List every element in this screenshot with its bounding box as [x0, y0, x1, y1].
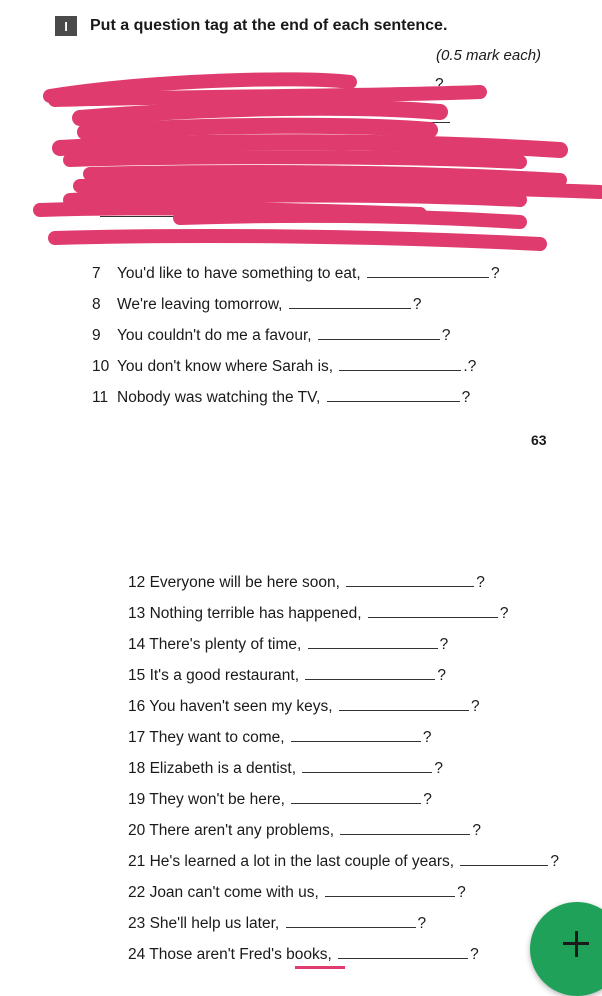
- question-9: [92, 325, 451, 346]
- answer-blank[interactable]: [327, 387, 460, 402]
- answer-blank[interactable]: [325, 882, 455, 897]
- question-number: 8: [92, 296, 101, 313]
- answer-blank[interactable]: [291, 789, 421, 804]
- question-13: [128, 603, 508, 624]
- question-text: She'll help us later,: [149, 915, 280, 932]
- question-text: You'd like to have something to eat,: [117, 265, 361, 282]
- question-22: [128, 882, 466, 903]
- question-number: 22: [128, 884, 146, 901]
- question-number: 12: [128, 574, 146, 591]
- question-21: [128, 851, 559, 872]
- question-text: Everyone will be here soon,: [149, 574, 340, 591]
- question-12: [128, 572, 485, 593]
- question-number: 16: [128, 698, 146, 715]
- question-text: Joan can't come with us,: [149, 884, 319, 901]
- question-number: 19: [128, 791, 146, 808]
- marks-note: (0.5 mark each): [436, 47, 542, 64]
- question-text: We're leaving tomorrow,: [117, 296, 283, 313]
- question-number: 18: [128, 760, 146, 777]
- question-tag: ?: [490, 265, 500, 282]
- question-text: He's learned a lot in the last couple of years,: [149, 853, 455, 870]
- question-tag: ?: [470, 698, 480, 715]
- answer-blank[interactable]: [460, 851, 548, 866]
- question-text: You couldn't do me a favour,: [117, 327, 312, 344]
- question-7: [92, 263, 500, 284]
- question-17: [128, 727, 431, 748]
- answer-blank[interactable]: [308, 634, 438, 649]
- question-tag: ?: [470, 946, 479, 963]
- question-number: 17: [128, 729, 146, 746]
- question-24: [128, 944, 479, 965]
- question-tag: ?: [441, 327, 451, 344]
- question-14: [128, 634, 448, 655]
- question-text: You haven't seen my keys,: [149, 698, 333, 715]
- question-11: [92, 387, 470, 408]
- question-19: [128, 789, 432, 810]
- question-tag: ?: [439, 636, 449, 653]
- answer-blank[interactable]: [286, 913, 416, 928]
- question-number: 11: [92, 389, 109, 406]
- question-tag: ?: [437, 667, 446, 684]
- answer-blank[interactable]: [291, 727, 421, 742]
- section-title: Put a question tag at the end of each sentence.: [90, 17, 448, 34]
- question-tag: ?: [499, 605, 509, 622]
- answer-blank[interactable]: [302, 758, 432, 773]
- question-text: There's plenty of time,: [149, 636, 302, 653]
- answer-blank[interactable]: [339, 696, 469, 711]
- question-text: Those aren't Fred's books,: [149, 946, 332, 963]
- answer-blank[interactable]: [368, 603, 498, 618]
- question-number: 23: [128, 915, 146, 932]
- question-text: You don't know where Sarah is,: [117, 358, 334, 375]
- question-10: [92, 356, 476, 377]
- question-number: 15: [128, 667, 146, 684]
- question-number: 21: [128, 853, 146, 870]
- question-tag: ?: [422, 729, 432, 746]
- answer-blank[interactable]: [305, 665, 435, 680]
- question-tag: ?: [412, 296, 422, 313]
- question-text: There aren't any problems,: [149, 822, 335, 839]
- question-tag: ?: [461, 389, 471, 406]
- answer-blank[interactable]: [289, 294, 411, 309]
- question-20: [128, 820, 481, 841]
- question-text: It's a good restaurant,: [149, 667, 299, 684]
- question-number: 14: [128, 636, 146, 653]
- question-tag: ?: [476, 574, 485, 591]
- answer-blank[interactable]: [367, 263, 489, 278]
- answer-blank[interactable]: [338, 944, 468, 959]
- question-8: [92, 294, 421, 315]
- question-tag: .?: [463, 358, 477, 375]
- question-text: Nobody was watching the TV,: [117, 389, 321, 406]
- question-tag: ?: [472, 822, 481, 839]
- question-18: [128, 758, 443, 779]
- question-number: 20: [128, 822, 146, 839]
- question-16: [128, 696, 480, 717]
- question-tag: ?: [423, 791, 432, 808]
- question-number: 9: [92, 327, 101, 344]
- question-number: 10: [92, 358, 110, 375]
- page-number: 63: [531, 432, 547, 448]
- plus-icon[interactable]: [563, 931, 589, 957]
- question-15: [128, 665, 446, 686]
- answer-blank[interactable]: [346, 572, 474, 587]
- question-number: 7: [92, 265, 101, 282]
- question-tag: ?: [434, 760, 443, 777]
- answer-blank[interactable]: [340, 820, 470, 835]
- question-23: [128, 913, 426, 934]
- question-tag: ?: [457, 884, 466, 901]
- answer-blank[interactable]: [318, 325, 440, 340]
- question-text: They won't be here,: [149, 791, 285, 808]
- question-number: 24: [128, 946, 146, 963]
- answer-blank[interactable]: [339, 356, 461, 371]
- question-tag: ?: [550, 853, 560, 870]
- question-tag: ?: [417, 915, 427, 932]
- question-text: They want to come,: [149, 729, 285, 746]
- question-text: Elizabeth is a dentist,: [149, 760, 297, 777]
- question-text: Nothing terrible has happened,: [149, 605, 362, 622]
- obscured-questions: ? ?: [90, 76, 530, 246]
- question-number: 13: [128, 605, 146, 622]
- section-badge: I: [55, 16, 77, 36]
